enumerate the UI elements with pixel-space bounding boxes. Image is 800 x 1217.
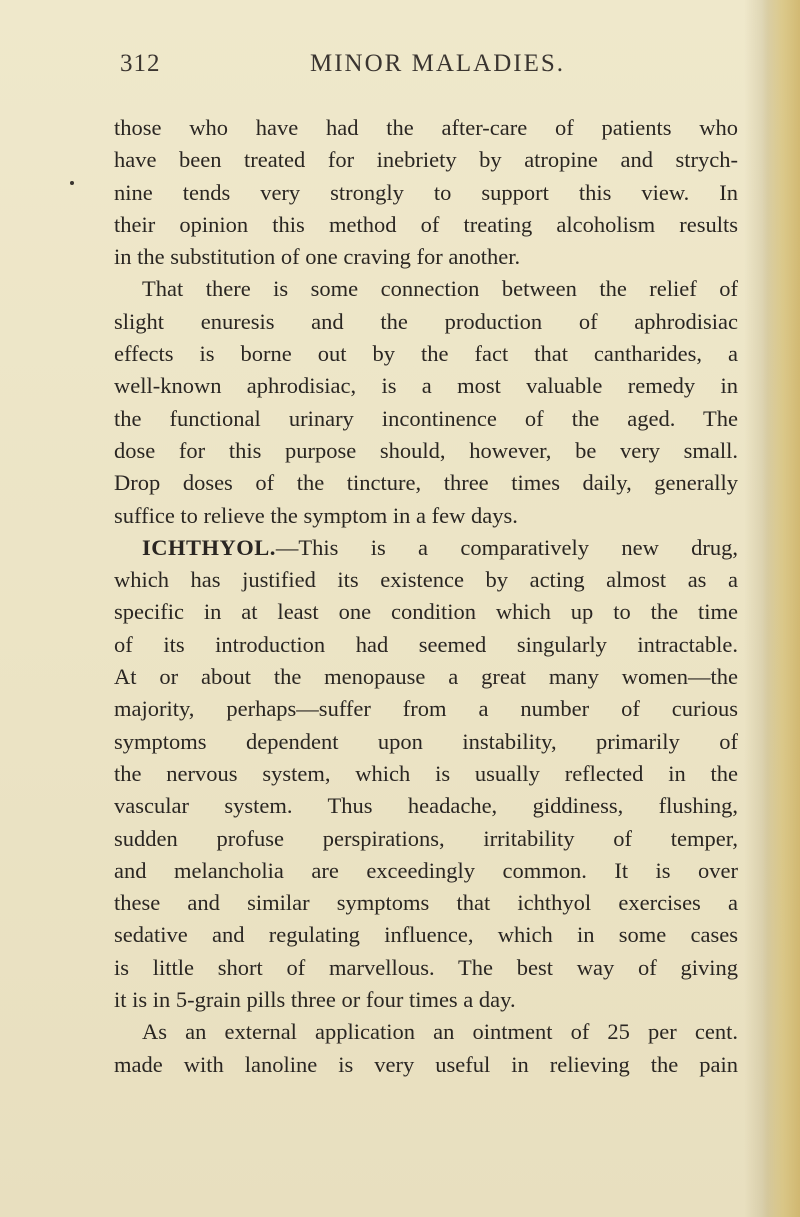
- text-line: their opinion this method of treating alcoholism results: [114, 211, 738, 237]
- text-line: effects is borne out by the fact that cantharides, a: [114, 341, 738, 367]
- text-line: slight enuresis and the production of aphrodisiac: [114, 308, 738, 334]
- text-line: As an external application an ointment of 25 per cent.: [142, 1019, 738, 1045]
- text-line: which has justified its existence by acting almost as a: [114, 567, 738, 593]
- running-head: MINOR MALADIES.: [310, 50, 565, 77]
- text-line: and melancholia are exceedingly common. It is over: [114, 857, 738, 883]
- text-line: sudden profuse perspirations, irritability of temper,: [114, 825, 738, 851]
- text-line: well-known aphrodisiac, is a most valuable remedy in: [114, 373, 738, 399]
- text-line: in the substitution of one craving for another.: [114, 244, 521, 270]
- page-edge-shadow: [762, 0, 800, 1217]
- text-line: Drop doses of the tincture, three times daily, generally: [114, 470, 738, 496]
- page-number: 312: [120, 50, 161, 77]
- text-line: dose for this purpose should, however, be very small.: [114, 437, 738, 463]
- section-heading: ICHTHYOL.: [142, 534, 276, 560]
- text-line: sedative and regulating influence, which in some cases: [114, 922, 738, 948]
- section-lead-text: —This is a comparatively new drug,: [275, 534, 738, 560]
- text-line: the functional urinary incontinence of the aged. The: [114, 405, 738, 431]
- text-line: those who have had the after-care of patients who: [114, 115, 738, 140]
- text-line: of its introduction had seemed singularly intractable.: [114, 631, 738, 657]
- text-line: is little short of marvellous. The best way of giving: [114, 954, 738, 980]
- text-line: nine tends very strongly to support this view. In: [114, 179, 738, 205]
- text-line: suffice to relieve the symptom in a few days.: [114, 502, 518, 528]
- text-line: have been treated for inebriety by atropine and strych-: [114, 147, 738, 173]
- text-line: majority, perhaps—suffer from a number of curious: [114, 696, 738, 722]
- text-line: That there is some connection between the relief of: [142, 276, 738, 302]
- text-line: the nervous system, which is usually reflected in the: [114, 760, 738, 786]
- text-line: At or about the menopause a great many women—the: [114, 664, 738, 690]
- text-line: made with lanoline is very useful in relieving the pain: [114, 1051, 738, 1077]
- text-line: these and similar symptoms that ichthyol exercises a: [114, 890, 738, 916]
- margin-dot: [70, 181, 74, 185]
- body-text: [114, 112, 738, 1081]
- text-line: it is in 5-grain pills three or four times a day.: [114, 987, 516, 1013]
- page-header: [0, 50, 800, 90]
- text-line: symptoms dependent upon instability, primarily of: [114, 728, 738, 754]
- text-line: specific in at least one condition which up to the time: [114, 599, 738, 625]
- section-start-line: [114, 532, 738, 564]
- text-line: vascular system. Thus headache, giddiness, flushing,: [114, 793, 738, 819]
